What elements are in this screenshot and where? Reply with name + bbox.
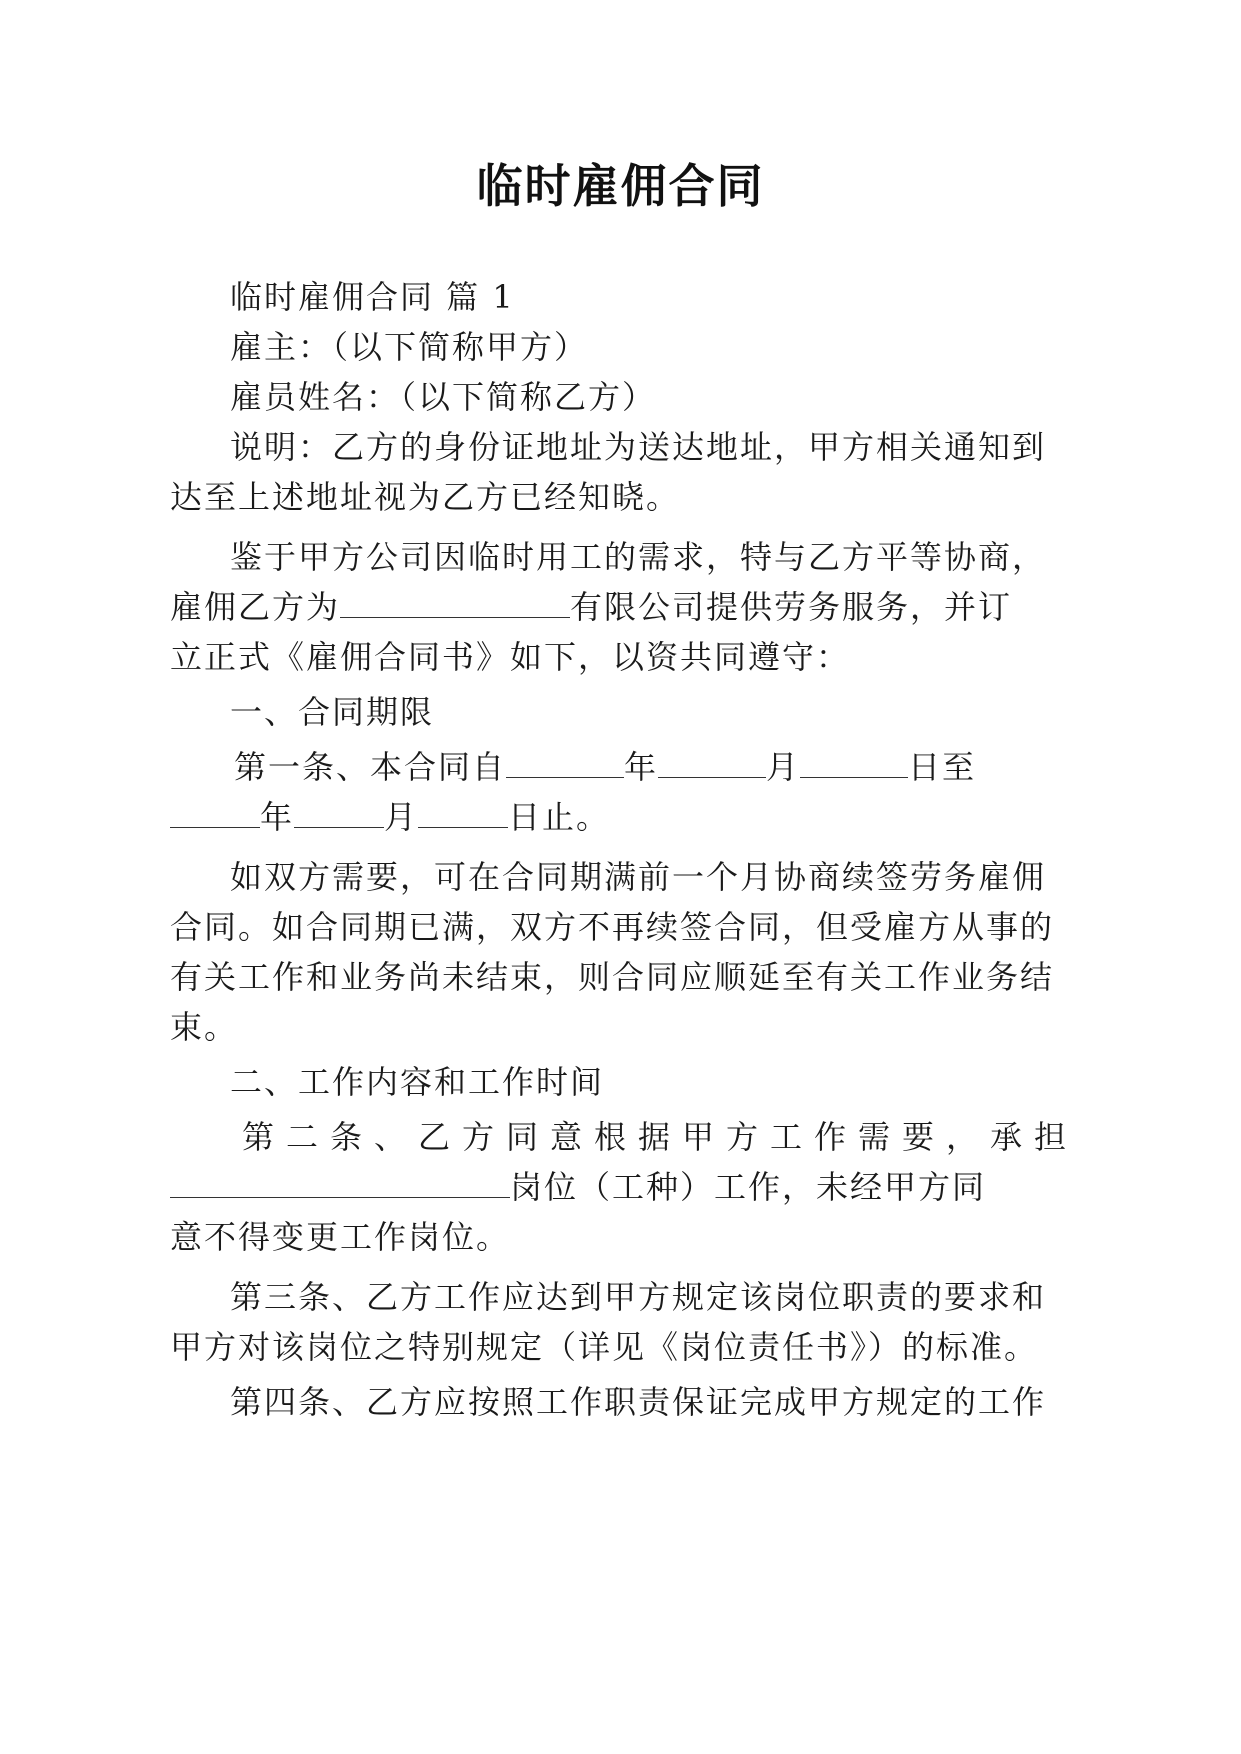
day-end-label: 日止。: [508, 798, 611, 836]
start-year-blank: [506, 749, 624, 778]
paragraph-line: 合同。如合同期已满，双方不再续签合同，但受雇方从事的: [170, 908, 1055, 946]
article-1-end-line: [170, 795, 610, 839]
section-heading: 二、工作内容和工作时间: [230, 1063, 605, 1101]
hire-suffix: 有限公司提供劳务服务，并订: [570, 588, 1013, 626]
start-month-blank: [658, 749, 766, 778]
paragraph-line: 说明：乙方的身份证地址为送达地址，甲方相关通知到: [230, 428, 1047, 466]
paragraph-line: 鉴于甲方公司因临时用工的需求，特与乙方平等协商，: [230, 538, 1047, 576]
paragraph-line: 束。: [170, 1008, 239, 1046]
article-2-line-with-blank: [170, 1165, 986, 1209]
year-label: 年: [624, 748, 659, 786]
paragraph-line: 达至上述地址视为乙方已经知晓。: [170, 478, 681, 516]
paragraph-line: 如双方需要，可在合同期满前一个月协商续签劳务雇佣: [230, 858, 1047, 896]
end-month-blank: [294, 799, 384, 828]
company-blank: [340, 589, 570, 618]
article-1-prefix: 第一条、本合同自: [234, 748, 507, 786]
paragraph-line: 第四条、乙方应按照工作职责保证完成甲方规定的工作: [230, 1383, 1047, 1421]
month-label: 月: [766, 748, 801, 786]
day-to-label: 日至: [908, 748, 977, 786]
article-2-cont: 岗位（工种）工作，未经甲方同: [510, 1168, 987, 1206]
article-1-line: [234, 745, 976, 789]
hire-prefix: 雇佣乙方为: [170, 588, 341, 626]
paragraph-line-with-blank: [170, 585, 1012, 629]
document-title: 临时雇佣合同: [476, 159, 765, 213]
paragraph-line: 立正式《雇佣合同书》如下，以资共同遵守：: [170, 638, 851, 676]
end-year-blank: [170, 799, 260, 828]
paragraph-line: 雇主：（以下简称甲方）: [230, 328, 589, 366]
position-blank: [170, 1169, 510, 1198]
paragraph-line: 意不得变更工作岗位。: [170, 1218, 511, 1256]
paragraph-line: 雇员姓名：（以下简称乙方）: [230, 378, 657, 416]
paragraph-line: 有关工作和业务尚未结束，则合同应顺延至有关工作业务结: [170, 958, 1055, 996]
section-heading: 一、合同期限: [230, 693, 435, 731]
paragraph-line: 第三条、乙方工作应达到甲方规定该岗位职责的要求和: [230, 1278, 1047, 1316]
section-heading: 临时雇佣合同 篇 1: [230, 278, 515, 316]
start-day-blank: [800, 749, 908, 778]
month-label: 月: [384, 798, 419, 836]
paragraph-line: 甲方对该岗位之特别规定（详见《岗位责任书》）的标准。: [170, 1328, 1039, 1366]
article-2-line: 第二条、乙方同意根据甲方工作需要，承担: [242, 1118, 1079, 1156]
end-day-blank: [418, 799, 508, 828]
year-label: 年: [260, 798, 295, 836]
